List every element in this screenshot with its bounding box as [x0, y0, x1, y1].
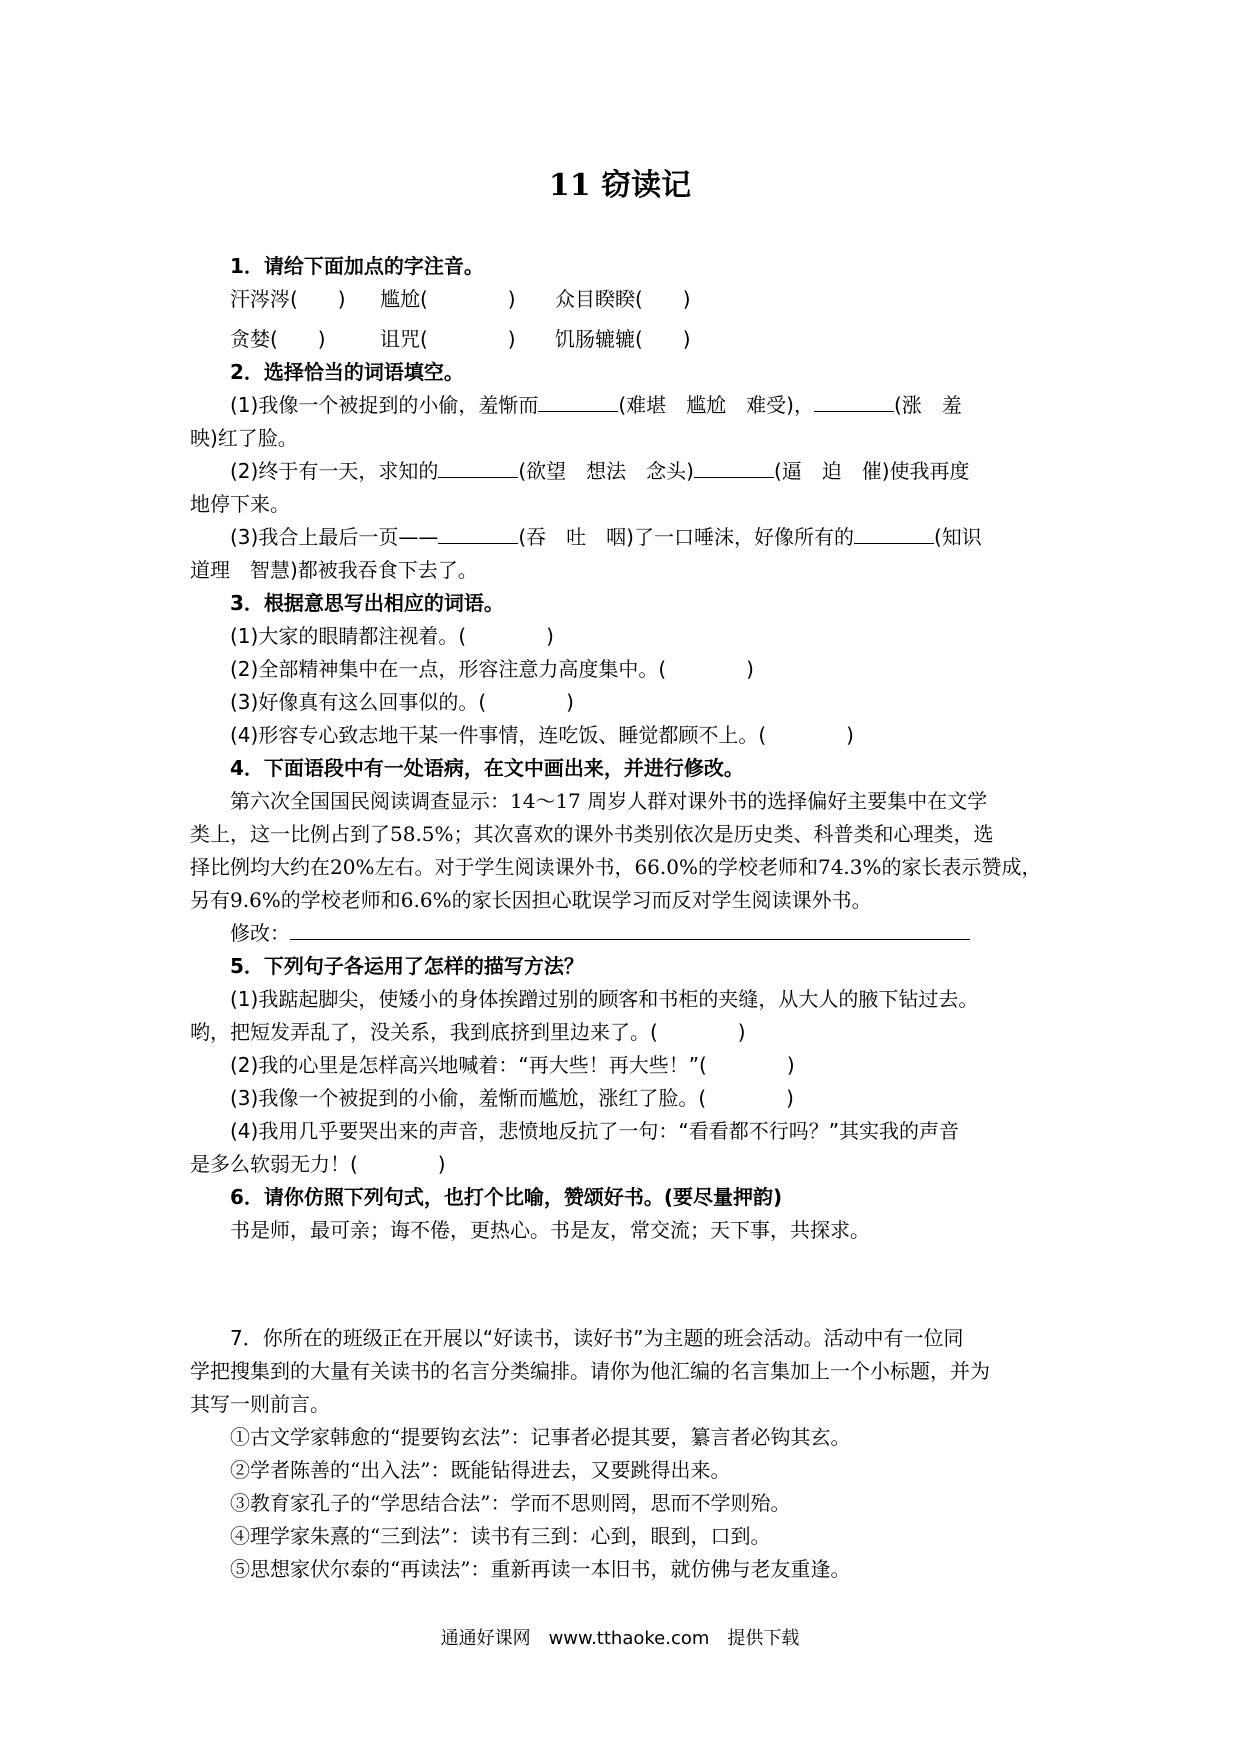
q3-item: (2)全部精神集中在一点，形容注意力高度集中。( ) — [230, 657, 754, 681]
q1-item: 汗涔涔( ) — [230, 287, 346, 311]
q1-item: 尴尬( ) — [380, 287, 516, 311]
q3-item: (4)形容专心致志地干某一件事情，连吃饭、睡觉都顾不上。( ) — [230, 723, 854, 747]
q1-item: 贪婪( ) — [230, 327, 326, 351]
q6-example: 书是师，最可亲；诲不倦，更热心。书是友，常交流；天下事，共探求。 — [230, 1218, 870, 1242]
quote-item: ①古文学家韩愈的“提要钩玄法”：记事者必提其要，纂言者必钩其玄。 — [230, 1425, 851, 1449]
q2-sentence-3 — [190, 521, 1060, 554]
q7-line: 其写一则前言。 — [190, 1392, 330, 1416]
quote-item: ③教育家孔子的“学思结合法”：学而不思则罔，思而不学则殆。 — [230, 1491, 791, 1515]
q4-paragraph-line: 另有9.6%的学校老师和6.6%的家长因担心耽误学习而反对学生阅读课外书。 — [190, 888, 872, 912]
q2-text: (欲望 想法 念头) — [518, 459, 694, 483]
answer-blank[interactable] — [438, 459, 518, 478]
quote-item: ②学者陈善的“出入法”：既能钻得进去，又要跳得出来。 — [230, 1458, 731, 1482]
q2-sentence-2-cont: 地停下来。 — [190, 492, 290, 516]
quote-item: ⑤思想家伏尔泰的“再读法”：重新再读一本旧书，就仿佛与老友重逢。 — [230, 1557, 851, 1581]
q5-line: (2)我的心里是怎样高兴地喊着：“再大些！再大些！”( ) — [230, 1053, 795, 1077]
q5-line: 哟，把短发弄乱了，没关系，我到底挤到里边来了。( ) — [190, 1020, 746, 1044]
q4-prompt: 4．下面语段中有一处语病，在文中画出来，并进行修改。 — [230, 756, 744, 780]
answer-blank[interactable] — [854, 525, 934, 544]
q2-text: (难堪 尴尬 难受)， — [618, 393, 814, 417]
page-footer: 通通好课网 www.tthaoke.com 提供下载 — [440, 1628, 800, 1649]
quote-item: ④理学家朱熹的“三到法”：读书有三到：心到，眼到，口到。 — [230, 1524, 771, 1548]
q2-sentence-3-cont: 道理 智慧)都被我吞食下去了。 — [190, 558, 478, 582]
q4-paragraph-line: 第六次全国国民阅读调查显示：14～17 周岁人群对课外书的选择偏好主要集中在文学 — [230, 789, 988, 813]
q1-item: 饥肠辘辘( ) — [555, 327, 691, 351]
q2-text: (涨 羞 — [893, 393, 962, 417]
fix-label: 修改： — [230, 921, 290, 945]
q2-prompt: 2．选择恰当的词语填空。 — [230, 360, 464, 384]
q4-paragraph-line: 择比例均大约在20%左右。对于学生阅读课外书，66.0%的学校老师和74.3%的家长表示赞成， — [190, 855, 1042, 879]
worksheet-body — [190, 250, 1060, 1586]
q5-line: (3)我像一个被捉到的小偷，羞惭而尴尬，涨红了脸。( ) — [230, 1086, 794, 1110]
q5-line: (4)我用几乎要哭出来的声音，悲愤地反抗了一句：“看看都不行吗？”其实我的声音 — [230, 1119, 960, 1143]
q2-text: (吞 吐 咽)了一口唾沫，好像所有的 — [518, 525, 854, 549]
q1-row-1 — [190, 283, 1060, 316]
q2-text: (2)终于有一天，求知的 — [230, 459, 439, 483]
q5-line: (1)我踮起脚尖，使矮小的身体挨蹭过别的顾客和书柜的夹缝，从大人的腋下钻过去。 — [230, 987, 979, 1011]
answer-blank[interactable] — [438, 525, 518, 544]
q1-row-2 — [190, 323, 1060, 356]
answer-blank[interactable] — [814, 393, 894, 412]
page-title: 11 窃读记 — [548, 168, 692, 203]
q1-item: 众目睽睽( ) — [555, 287, 691, 311]
q7-line: 7．你所在的班级正在开展以“好读书，读好书”为主题的班会活动。活动中有一位同 — [230, 1326, 964, 1350]
q1-prompt: 1．请给下面加点的字注音。 — [230, 254, 484, 278]
q3-item: (1)大家的眼睛都注视着。( ) — [230, 624, 554, 648]
q4-paragraph-line: 类上，这一比例占到了58.5%；其次喜欢的课外书类别依次是历史类、科普类和心理类，选 — [190, 822, 994, 846]
q2-text: (知识 — [933, 525, 982, 549]
q3-item: (3)好像真有这么回事似的。( ) — [230, 690, 574, 714]
q3-prompt: 3．根据意思写出相应的词语。 — [230, 591, 504, 615]
q2-sentence-2 — [190, 455, 1060, 488]
q1-item: 诅咒( ) — [380, 327, 516, 351]
q2-sentence-1 — [190, 389, 1060, 422]
q5-prompt: 5．下列句子各运用了怎样的描写方法？ — [230, 954, 584, 978]
answer-blank[interactable] — [538, 393, 618, 412]
q2-text: (3)我合上最后一页—— — [230, 525, 439, 549]
answer-blank[interactable] — [694, 459, 774, 478]
q7-line: 学把搜集到的大量有关读书的名言分类编排。请你为他汇编的名言集加上一个小标题，并为 — [190, 1359, 990, 1383]
q2-text: (1)我像一个被捉到的小偷，羞惭而 — [230, 393, 539, 417]
q5-line: 是多么软弱无力！( ) — [190, 1152, 446, 1176]
q2-sentence-1-cont: 映)红了脸。 — [190, 426, 298, 450]
q2-text: (逼 迫 催)使我再度 — [773, 459, 970, 483]
q6-prompt: 6．请你仿照下列句式，也打个比喻，赞颂好书。(要尽量押韵) — [230, 1185, 783, 1209]
q4-fix-row — [190, 917, 1060, 950]
fix-answer-line[interactable] — [290, 921, 970, 940]
